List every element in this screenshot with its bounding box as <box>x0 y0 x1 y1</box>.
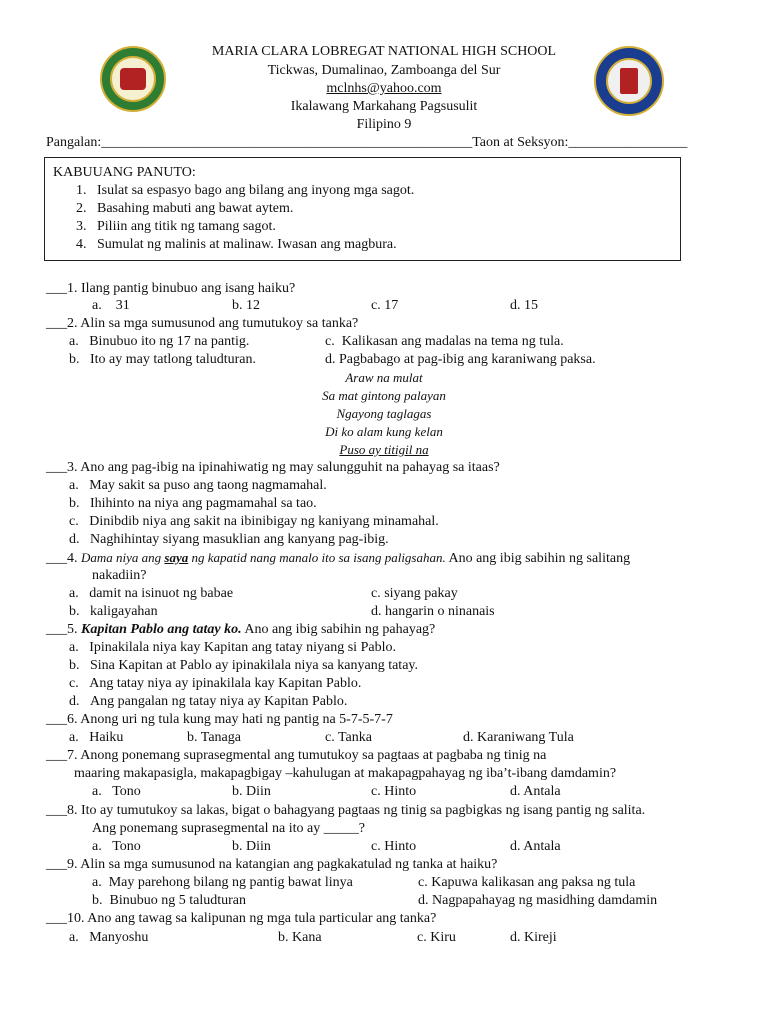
q8-choice-c: c. Hinto <box>371 839 417 854</box>
question-6: ___6. Anong uri ng tula kung may hati ng pantig na 5-7-5-7-7 <box>46 712 393 727</box>
instructions-title: KABUUANG PANUTO: <box>53 165 196 180</box>
q9-choice-d: d. Nagpapahayag ng masidhing damdamin <box>418 893 658 908</box>
q9-choice-c: c. Kapuwa kalikasan ang paksa ng tula <box>418 875 636 890</box>
q6-choice-c: c. Tanka <box>325 730 372 745</box>
q2-choice-b: b. Ito ay may tatlong taludturan. <box>69 352 257 367</box>
q8-choice-b: b. Diin <box>232 839 271 854</box>
question-10: ___10. Ano ang tawag sa kalipunan ng mga tula particular ang tanka? <box>46 911 437 926</box>
q6-choice-b: b. Tanaga <box>187 730 241 745</box>
q3-choice-c: c. Dinibdib niya ang sakit na ibinibigay ng kaniyang minamahal. <box>69 514 439 529</box>
question-1: ___1. Ilang pantig binubuo ang isang haiku? <box>46 281 296 296</box>
q10-choice-d: d. Kireji <box>510 930 557 945</box>
q9-choice-a: a. May parehong bilang ng pantig bawat linya <box>92 875 353 890</box>
question-3: ___3. Ano ang pag-ibig na ipinahiwatig ng may salungguhit na pahayag sa itaas? <box>46 460 500 475</box>
q7-choice-c: c. Hinto <box>371 784 417 799</box>
q10-choice-b: b. Kana <box>278 930 322 945</box>
poem-line: Di ko alam kung kelan <box>325 424 443 439</box>
instruction-item: 2. Basahing mabuti ang bawat aytem. <box>76 201 294 216</box>
q7-choice-b: b. Diin <box>232 784 271 799</box>
q1-choice-d: d. 15 <box>510 298 538 313</box>
q3-choice-b: b. Ihihinto na niya ang pagmamahal sa tao. <box>69 496 317 511</box>
question-4 <box>46 549 630 568</box>
q4-choice-a: a. damit na isinuot ng babae <box>69 586 234 601</box>
exam-title: Ikalawang Markahang Pagsusulit <box>290 99 478 114</box>
instruction-item: 3. Piliin ang titik ng tamang sagot. <box>76 219 276 234</box>
name-section-field[interactable]: Pangalan:_____________________________________________________Taon at Seksyon:_________________ <box>46 135 688 150</box>
q7-choice-a: a. Tono <box>92 784 141 799</box>
q5-number: ___5. <box>46 622 81 637</box>
q5-question: Ano ang ibig sabihin ng pahayag? <box>241 622 436 637</box>
q4-continuation: nakadiin? <box>92 568 147 583</box>
question-7: ___7. Anong ponemang suprasegmental ang tumutukoy sa pagtaas at pagbaba ng tinig na <box>46 748 547 763</box>
q3-choice-a: a. May sakit sa puso ang taong nagmamahal. <box>69 478 327 493</box>
q10-choice-c: c. Kiru <box>417 930 456 945</box>
q2-choice-a: a. Binubuo ito ng 17 na pantig. <box>69 334 250 349</box>
q4-emphasized-word: saya <box>164 550 189 565</box>
q7-continuation: maaring makapasigla, makapagbigay –kahulugan at makapagpahayag ng iba’t-ibang damdamin? <box>74 766 617 781</box>
poem-line-underlined: Puso ay titigil na <box>339 442 429 457</box>
instruction-item: 4. Sumulat ng malinis at malinaw. Iwasan ang magbura. <box>76 237 397 252</box>
q6-choice-d: d. Karaniwang Tula <box>463 730 574 745</box>
q4-choice-c: c. siyang pakay <box>371 586 458 601</box>
q4-question: Ano ang ibig sabihin ng salitang <box>445 551 631 566</box>
q2-choice-d: d. Pagbabago at pag-ibig ang karaniwang paksa. <box>325 352 596 367</box>
q4-italic: ng kapatid nang manalo ito sa isang paligsahan. <box>188 550 446 565</box>
q5-choice-a: a. Ipinakilala niya kay Kapitan ang tatay niyang si Pablo. <box>69 640 396 655</box>
question-8: ___8. Ito ay tumutukoy sa lakas, bigat o bahagyang pagtaas ng tinig sa pagbigkas ng isang pantig ng salita. <box>46 803 646 818</box>
poem-line: Araw na mulat <box>345 370 423 385</box>
q1-choice-a: a. 31 <box>92 298 130 313</box>
q4-italic: Dama niya ang <box>81 550 165 565</box>
q8-continuation: Ang ponemang suprasegmental na ito ay _____? <box>92 821 365 836</box>
question-9: ___9. Alin sa mga sumusunod na katangian ang pagkakatulad ng tanka at haiku? <box>46 857 498 872</box>
subject-title: Filipino 9 <box>356 117 412 132</box>
q4-choice-d: d. hangarin o ninanais <box>371 604 495 619</box>
q8-choice-a: a. Tono <box>92 839 141 854</box>
q1-choice-c: c. 17 <box>371 298 399 313</box>
q7-choice-d: d. Antala <box>510 784 561 799</box>
q9-choice-b: b. Binubuo ng 5 taludturan <box>92 893 246 908</box>
q5-choice-b: b. Sina Kapitan at Pablo ay ipinakilala niya sa kanyang tatay. <box>69 658 418 673</box>
instruction-item: 1. Isulat sa espasyo bago ang bilang ang inyong mga sagot. <box>76 183 415 198</box>
poem-line: Ngayong taglagas <box>336 406 432 421</box>
q2-choice-c: c. Kalikasan ang madalas na tema ng tula. <box>325 334 564 349</box>
q1-choice-b: b. 12 <box>232 298 260 313</box>
q8-choice-d: d. Antala <box>510 839 561 854</box>
poem-line: Sa mat gintong palayan <box>322 388 446 403</box>
q10-choice-a: a. Manyoshu <box>69 930 149 945</box>
question-5 <box>46 621 435 639</box>
school-name: MARIA CLARA LOBREGAT NATIONAL HIGH SCHOOL <box>211 44 557 59</box>
school-address: Tickwas, Dumalinao, Zamboanga del Sur <box>267 63 501 78</box>
q5-choice-c: c. Ang tatay niya ay ipinakilala kay Kapitan Pablo. <box>69 676 362 691</box>
q6-choice-a: a. Haiku <box>69 730 124 745</box>
q4-choice-b: b. kaligayahan <box>69 604 158 619</box>
q4-number: ___4. <box>46 551 81 566</box>
school-email[interactable]: mclnhs@yahoo.com <box>326 81 442 96</box>
question-2: ___2. Alin sa mga sumusunod ang tumutukoy sa tanka? <box>46 316 359 331</box>
q3-choice-d: d. Naghihintay siyang masuklian ang kanyang pag-ibig. <box>69 532 389 547</box>
q5-statement: Kapitan Pablo ang tatay ko. <box>81 622 242 637</box>
q5-choice-d: d. Ang pangalan ng tatay niya ay Kapitan Pablo. <box>69 694 348 709</box>
